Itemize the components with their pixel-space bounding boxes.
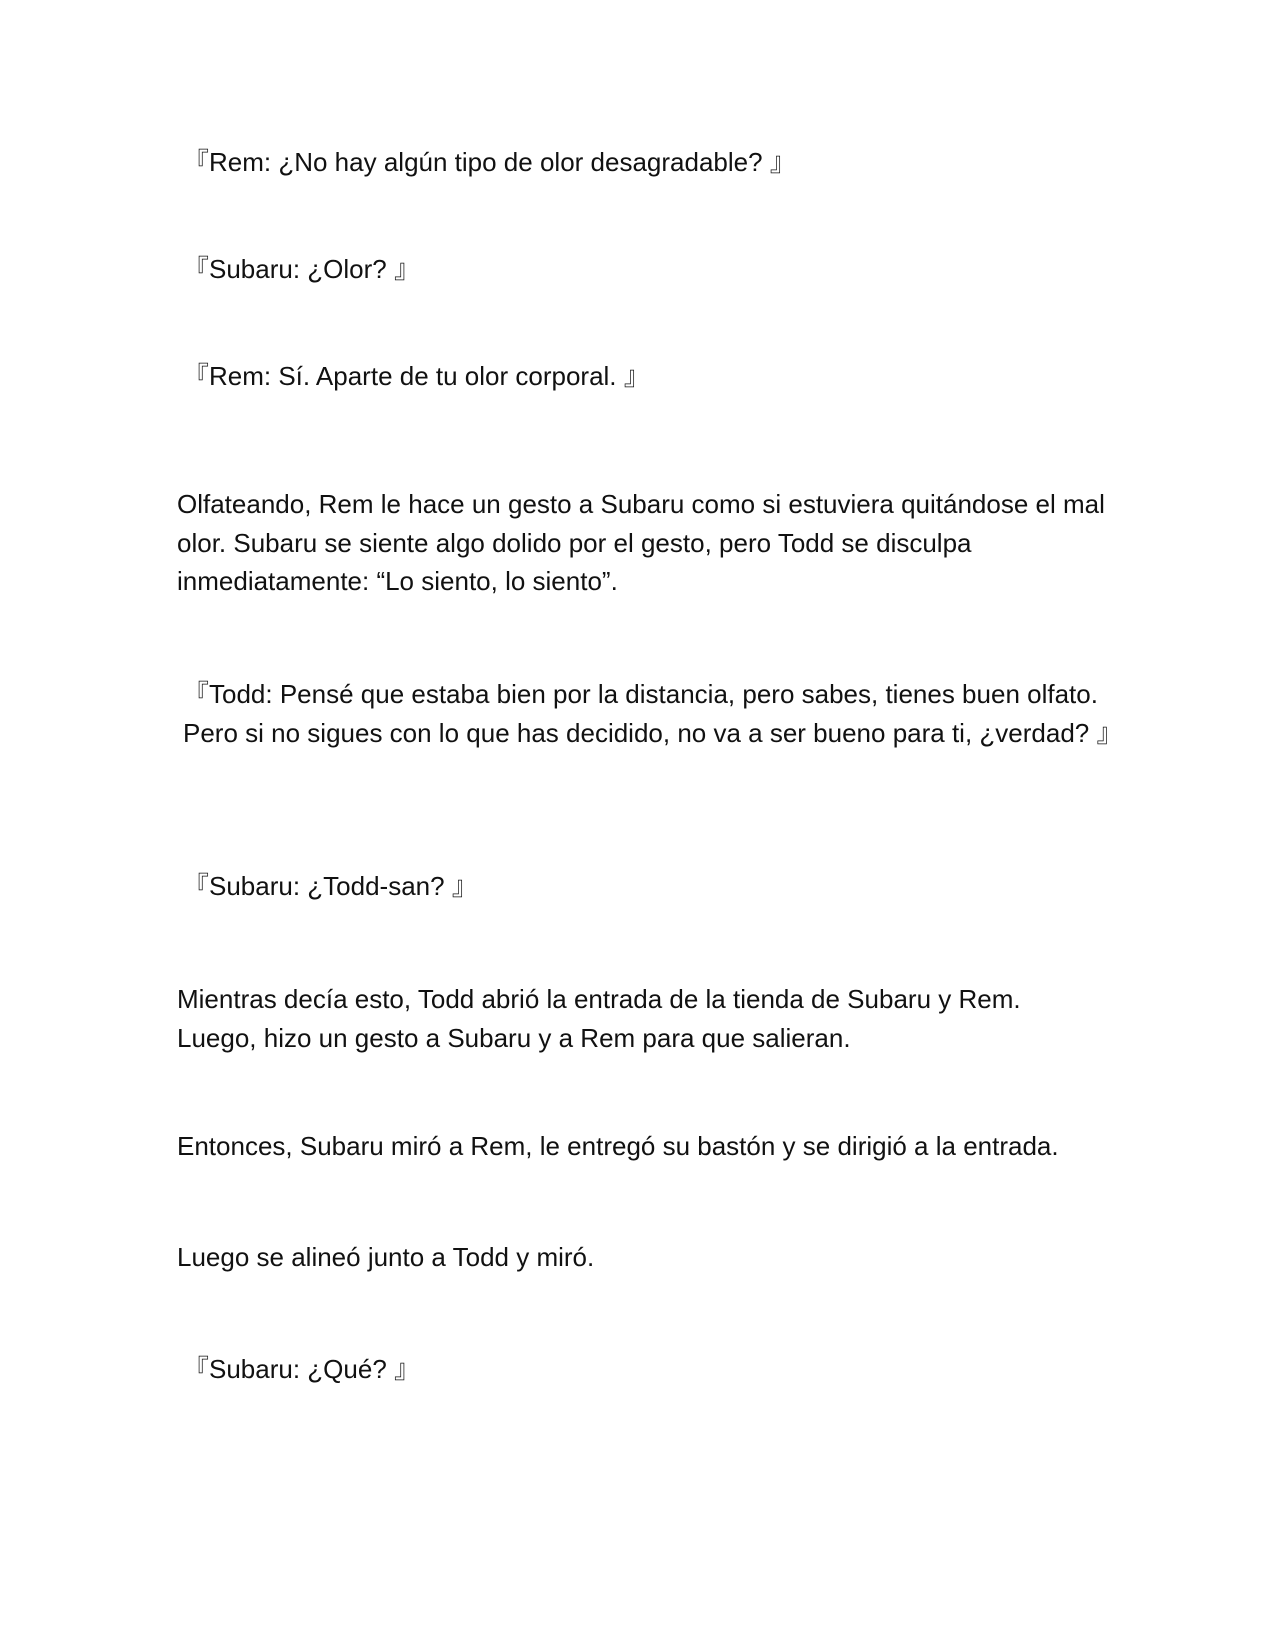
dialogue-paragraph: 『Subaru: ¿Qué? 』	[183, 1354, 420, 1384]
dialogue-paragraph: 『Todd: Pensé que estaba bien por la distancia, pero sabes, tienes buen olfato. Pero si no sigues con lo que has decidido, no va a ser bueno para ti, ¿verdad? 』	[183, 679, 1123, 748]
dialogue-paragraph: 『Rem: Sí. Aparte de tu olor corporal. 』	[183, 361, 650, 391]
dialogue-paragraph: 『Rem: ¿No hay algún tipo de olor desagradable? 』	[183, 147, 796, 177]
narration-paragraph: Olfateando, Rem le hace un gesto a Subaru como si estuviera quitándose el mal olor. Subaru se siente algo dolido por el gesto, pero Todd se disculpa inmediatamente: “Lo siento, lo siento”.	[177, 489, 1105, 596]
narration-paragraph: Mientras decía esto, Todd abrió la entrada de la tienda de Subaru y Rem. Luego, hizo un gesto a Subaru y a Rem para que salieran.	[177, 984, 1021, 1053]
narration-paragraph: Luego se alineó junto a Todd y miró.	[177, 1242, 595, 1272]
dialogue-paragraph: 『Subaru: ¿Olor? 』	[183, 254, 420, 284]
dialogue-paragraph: 『Subaru: ¿Todd-san? 』	[183, 871, 478, 901]
narration-paragraph: Entonces, Subaru miró a Rem, le entregó su bastón y se dirigió a la entrada.	[177, 1131, 1059, 1161]
